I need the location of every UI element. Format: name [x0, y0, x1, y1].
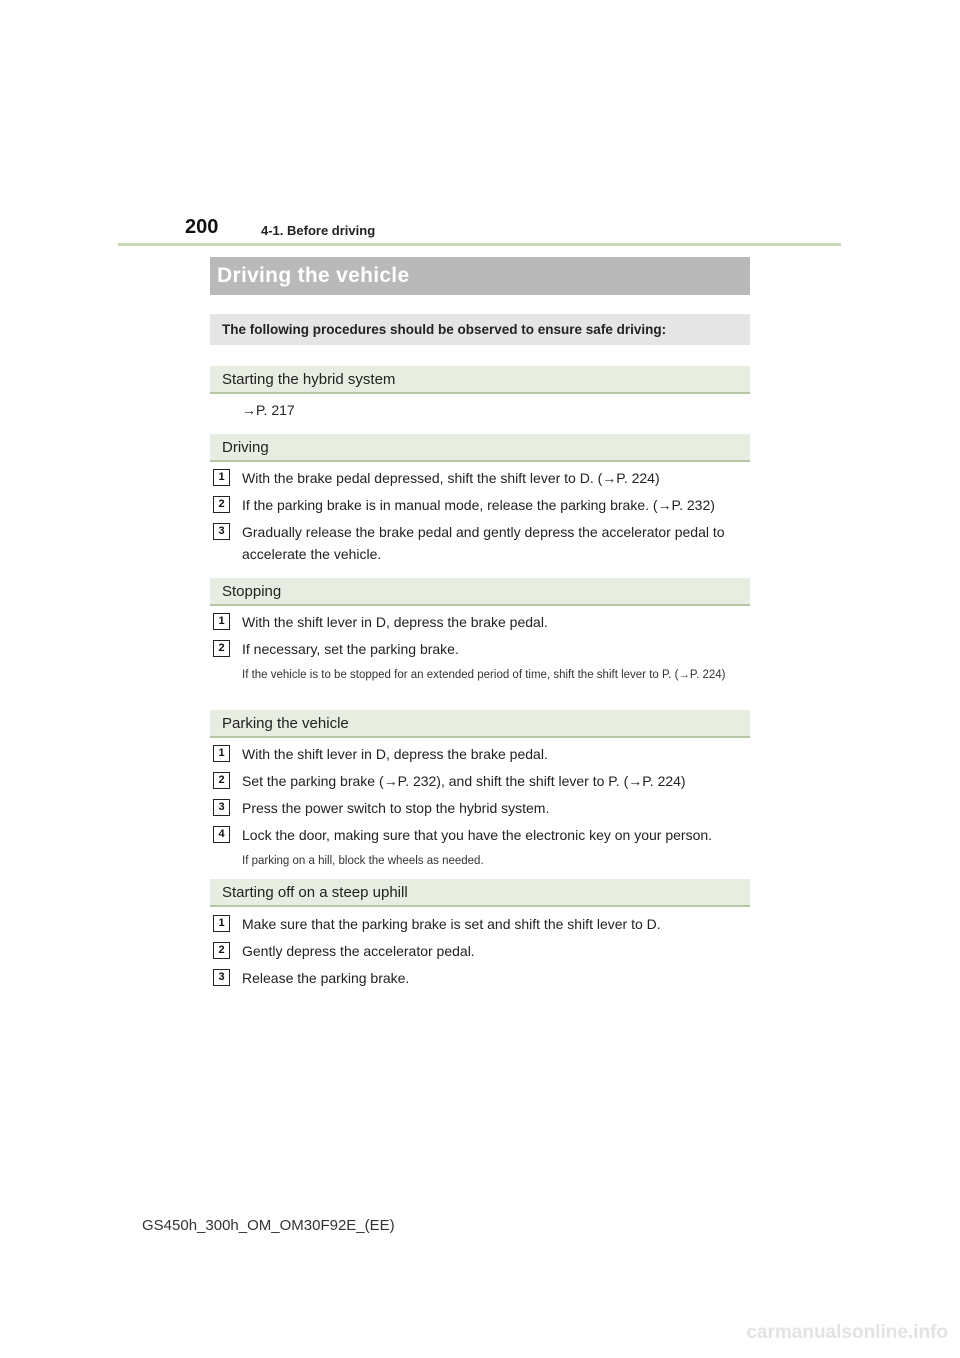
heading-starting-hybrid-system: Starting the hybrid system	[210, 366, 750, 394]
list-item	[213, 494, 750, 516]
step-text: With the shift lever in D, depress the brake pedal.	[242, 614, 548, 630]
header-divider	[118, 243, 841, 246]
heading-starting-off-uphill: Starting off on a steep uphill	[210, 879, 750, 907]
step-number: 2	[213, 640, 230, 657]
parking-note: If parking on a hill, block the wheels as needed.	[242, 855, 484, 867]
list-item	[213, 638, 750, 660]
section-reference: 4-1. Before driving	[261, 223, 376, 238]
step-text: Release the parking brake.	[242, 970, 410, 986]
list-item	[213, 913, 750, 935]
site-watermark: carmanualsonline.info	[746, 1322, 948, 1343]
list-item	[213, 521, 750, 565]
step-text: If necessary, set the parking brake.	[242, 641, 459, 657]
step-number: 1	[213, 469, 230, 486]
list-item	[213, 467, 750, 489]
step-number: 3	[213, 969, 230, 986]
heading-parking-the-vehicle: Parking the vehicle	[210, 710, 750, 738]
step-number: 3	[213, 799, 230, 816]
step-number: 2	[213, 772, 230, 789]
document-code-footer: GS450h_300h_OM_OM30F92E_(EE)	[142, 1217, 395, 1234]
page-title: Driving the vehicle	[210, 257, 750, 295]
step-text: Make sure that the parking brake is set and shift the shift lever to D.	[242, 916, 661, 932]
list-item	[213, 967, 750, 989]
list-item	[213, 940, 750, 962]
step-text: Lock the door, making sure that you have the electronic key on your person.	[242, 827, 713, 843]
step-text: With the brake pedal depressed, shift the shift lever to D. (→P. 224)	[242, 470, 660, 486]
heading-driving: Driving	[210, 434, 750, 462]
intro-text: The following procedures should be observed to ensure safe driving:	[210, 314, 750, 345]
step-text: Set the parking brake (→P. 232), and shift the shift lever to P. (→P. 224)	[242, 773, 686, 789]
heading-stopping: Stopping	[210, 578, 750, 606]
step-number: 1	[213, 745, 230, 762]
list-item	[213, 824, 750, 846]
step-number: 1	[213, 915, 230, 932]
step-number: 4	[213, 826, 230, 843]
stopping-note: If the vehicle is to be stopped for an extended period of time, shift the shift lever to P. (→P. 224)	[242, 669, 726, 681]
step-number: 2	[213, 496, 230, 513]
step-number: 3	[213, 523, 230, 540]
step-text: Gently depress the accelerator pedal.	[242, 943, 475, 959]
step-text: Press the power switch to stop the hybrid system.	[242, 800, 550, 816]
page-link-starting[interactable]: →P. 217	[242, 402, 295, 418]
list-item	[213, 743, 750, 765]
step-number: 1	[213, 613, 230, 630]
step-text: Gradually release the brake pedal and gently depress the accelerator pedal to accelerate the vehicle.	[242, 524, 725, 562]
list-item	[213, 611, 750, 633]
list-item	[213, 770, 750, 792]
list-item	[213, 797, 750, 819]
page-number: 200	[185, 216, 219, 238]
step-number: 2	[213, 942, 230, 959]
step-text: With the shift lever in D, depress the brake pedal.	[242, 746, 548, 762]
step-text: If the parking brake is in manual mode, release the parking brake. (→P. 232)	[242, 497, 715, 513]
